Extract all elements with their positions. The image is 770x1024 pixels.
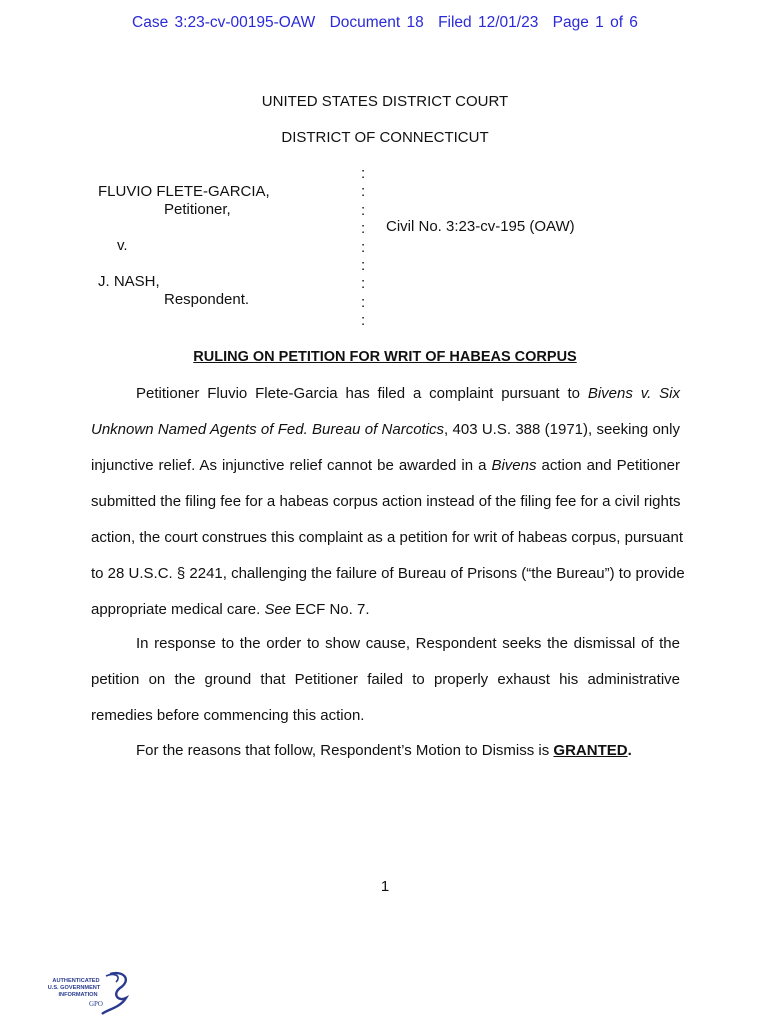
court-name: UNITED STATES DISTRICT COURT — [261, 93, 509, 110]
filed-date: Filed 12/01/23 — [438, 14, 539, 31]
paragraph-line: to 28 U.S.C. § 2241, challenging the failure of Bureau of Prisons (“the Bureau”) to provide — [91, 565, 685, 582]
paragraph-line: remedies before commencing this action. — [91, 707, 365, 724]
paragraph-1 — [91, 376, 685, 628]
granted-word: GRANTED — [553, 742, 628, 759]
gpo-authentication-logo — [40, 968, 132, 1018]
paragraph-line: Unknown Named Agents of Fed. Bureau of Narcotics, 403 U.S. 388 (1971), seeking only — [91, 421, 680, 438]
civil-case-number: Civil No. 3:23-cv-195 (OAW) — [386, 218, 575, 235]
paragraph-line: For the reasons that follow, Respondent’s Motion to Dismiss is GRANTED. — [136, 742, 632, 759]
svg-text:INFORMATION: INFORMATION — [58, 992, 98, 998]
paragraph-2 — [91, 626, 680, 734]
eagle-swoosh-icon — [102, 973, 126, 1014]
ruling-title: RULING ON PETITION FOR WRIT OF HABEAS CORPUS — [193, 349, 577, 365]
svg-text:U.S. GOVERNMENT: U.S. GOVERNMENT — [47, 985, 101, 991]
versus-label: v. — [117, 237, 128, 254]
ecf-header-stamp — [0, 14, 770, 32]
svg-text:GPO: GPO — [88, 1000, 104, 1008]
document-number: Document 18 — [329, 14, 424, 31]
respondent-role: Respondent. — [164, 291, 250, 308]
paragraph-line: submitted the filing fee for a habeas corpus action instead of the filing fee for a civil rights — [91, 493, 681, 510]
court-district: DISTRICT OF CONNECTICUT — [281, 129, 489, 146]
paragraph-line: Petitioner Fluvio Flete-Garcia has filed a complaint pursuant to Bivens v. Six — [136, 385, 680, 402]
petitioner-name: FLUVIO FLETE-GARCIA, — [98, 183, 270, 200]
svg-text:AUTHENTICATED: AUTHENTICATED — [52, 978, 100, 984]
respondent-name: J. NASH, — [98, 273, 160, 290]
paragraph-3 — [91, 733, 680, 769]
paragraph-line: petition on the ground that Petitioner failed to properly exhaust his administrative — [91, 671, 680, 688]
paragraph-line: injunctive relief. As injunctive relief cannot be awarded in a Bivens action and Petitioner — [91, 457, 680, 474]
case-caption-parties — [98, 183, 270, 309]
page-indicator: Page 1 of 6 — [552, 14, 638, 31]
paragraph-line: In response to the order to show cause, Respondent seeks the dismissal of the — [136, 635, 680, 652]
paragraph-line: appropriate medical care. See ECF No. 7. — [91, 601, 370, 618]
caption-colon-column: : : : : : : : : : — [361, 165, 366, 330]
page-number: 1 — [380, 878, 390, 895]
paragraph-line: action, the court construes this complaint as a petition for writ of habeas corpus, pursuant — [91, 529, 683, 546]
case-number: Case 3:23-cv-00195-OAW — [132, 14, 316, 31]
petitioner-role: Petitioner, — [164, 201, 231, 218]
